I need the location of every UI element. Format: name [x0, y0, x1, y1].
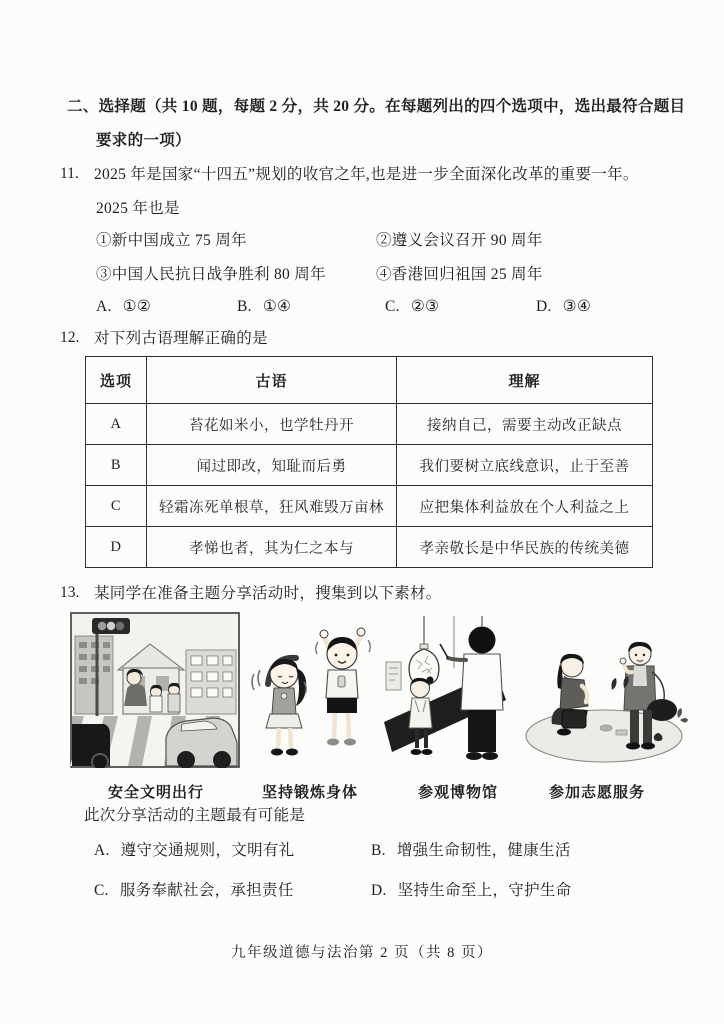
illustration-museum-visit [384, 616, 516, 772]
caption-museum: 参观博物馆 [417, 785, 498, 801]
illustration-safe-travel [70, 612, 240, 768]
q13-option-a-text: 遵守交通规则，文明有礼 [120, 842, 295, 859]
q13-option-d-text: 坚持生命至上，守护生命 [397, 882, 572, 899]
q12-row-a-understanding: 接纳自己，需要主动改正缺点 [397, 404, 653, 445]
q11-option-c [385, 297, 439, 317]
q13-option-a [94, 841, 294, 861]
q12-table-header-row [86, 357, 653, 404]
q11-item-4: ④香港回归祖国 25 周年 [376, 266, 543, 283]
q13-stem: 某同学在准备主题分享活动时，搜集到以下素材。 [94, 585, 442, 602]
q12-row-a-saying: 苔花如米小，也学牡丹开 [147, 404, 397, 445]
q13-option-c-text: 服务奉献社会，承担责任 [119, 882, 294, 899]
q13-option-c [94, 881, 294, 901]
q13-stem2: 此次分享活动的主题最有可能是 [84, 807, 306, 824]
q12-row-b-option: B [86, 445, 147, 486]
table-row [86, 527, 653, 568]
q11-item-2: ②遵义会议召开 90 周年 [376, 232, 543, 249]
q13-option-c-label: C. [94, 882, 109, 899]
q11-item-3: ③中国人民抗日战争胜利 80 周年 [96, 266, 326, 283]
q12-row-b-understanding: 我们要树立底线意识，止于至善 [397, 445, 653, 486]
table-row [86, 445, 653, 486]
q13-option-b [371, 841, 571, 861]
q12-col-saying: 古语 [147, 357, 397, 404]
q11-option-c-text: ②③ [410, 298, 440, 315]
q11-number: 11. [60, 165, 79, 182]
q11-option-b [237, 297, 291, 317]
q11-item-1: ①新中国成立 75 周年 [96, 232, 247, 249]
section-heading-line1: 二、选择题（共 10 题，每题 2 分，共 20 分。在每题列出的四个选项中，选出最符合题目 [67, 98, 686, 115]
q11-option-c-label: C. [385, 298, 400, 315]
q12-row-c-saying: 轻霜冻死单根草，狂风难毁万亩林 [147, 486, 397, 527]
caption-safe-travel: 安全文明出行 [107, 785, 204, 801]
q11-option-b-label: B. [237, 298, 252, 315]
page-footer: 九年级道德与法治第 2 页（共 8 页） [231, 945, 493, 961]
q11-option-a-label: A. [96, 298, 112, 315]
q11-option-d-label: D. [536, 298, 552, 315]
q13-option-a-label: A. [94, 842, 110, 859]
q13-option-d-label: D. [371, 882, 387, 899]
illustration-volunteer-service [520, 632, 688, 768]
caption-exercise: 坚持锻炼身体 [261, 785, 358, 801]
q11-option-a-text: ①② [122, 298, 152, 315]
section-heading-line2: 要求的一项） [96, 132, 191, 149]
q12-row-d-option: D [86, 527, 147, 568]
q12-row-d-understanding: 孝亲敬长是中华民族的传统美德 [397, 527, 653, 568]
q13-number: 13. [60, 584, 80, 601]
q11-option-d [536, 297, 591, 317]
table-row [86, 404, 653, 445]
q12-row-b-saying: 闻过即改，知耻而后勇 [147, 445, 397, 486]
q12-row-d-saying: 孝悌也者，其为仁之本与 [147, 527, 397, 568]
q11-option-d-text: ③④ [562, 298, 592, 315]
q11-option-a [96, 297, 151, 317]
q11-stem-line2: 2025 年也是 [96, 200, 180, 217]
q13-option-d [371, 881, 571, 901]
table-row [86, 486, 653, 527]
q12-row-a-option: A [86, 404, 147, 445]
q12-row-c-option: C [86, 486, 147, 527]
q13-illustrations [62, 606, 702, 778]
q12-col-understanding: 理解 [397, 357, 653, 404]
illustration-exercise [248, 626, 376, 768]
q12-stem: 对下列古语理解正确的是 [94, 330, 268, 347]
q12-table [85, 356, 653, 568]
q12-number: 12. [60, 329, 80, 346]
q13-option-b-text: 增强生命韧性，健康生活 [396, 842, 571, 859]
q11-option-b-text: ①④ [262, 298, 292, 315]
q13-option-b-label: B. [371, 842, 386, 859]
q12-col-option: 选项 [86, 357, 147, 404]
caption-volunteer: 参加志愿服务 [548, 785, 645, 801]
q11-stem-line1: 2025 年是国家“十四五”规划的收官之年,也是进一步全面深化改革的重要一年。 [94, 166, 639, 183]
q12-row-c-understanding: 应把集体利益放在个人利益之上 [397, 486, 653, 527]
